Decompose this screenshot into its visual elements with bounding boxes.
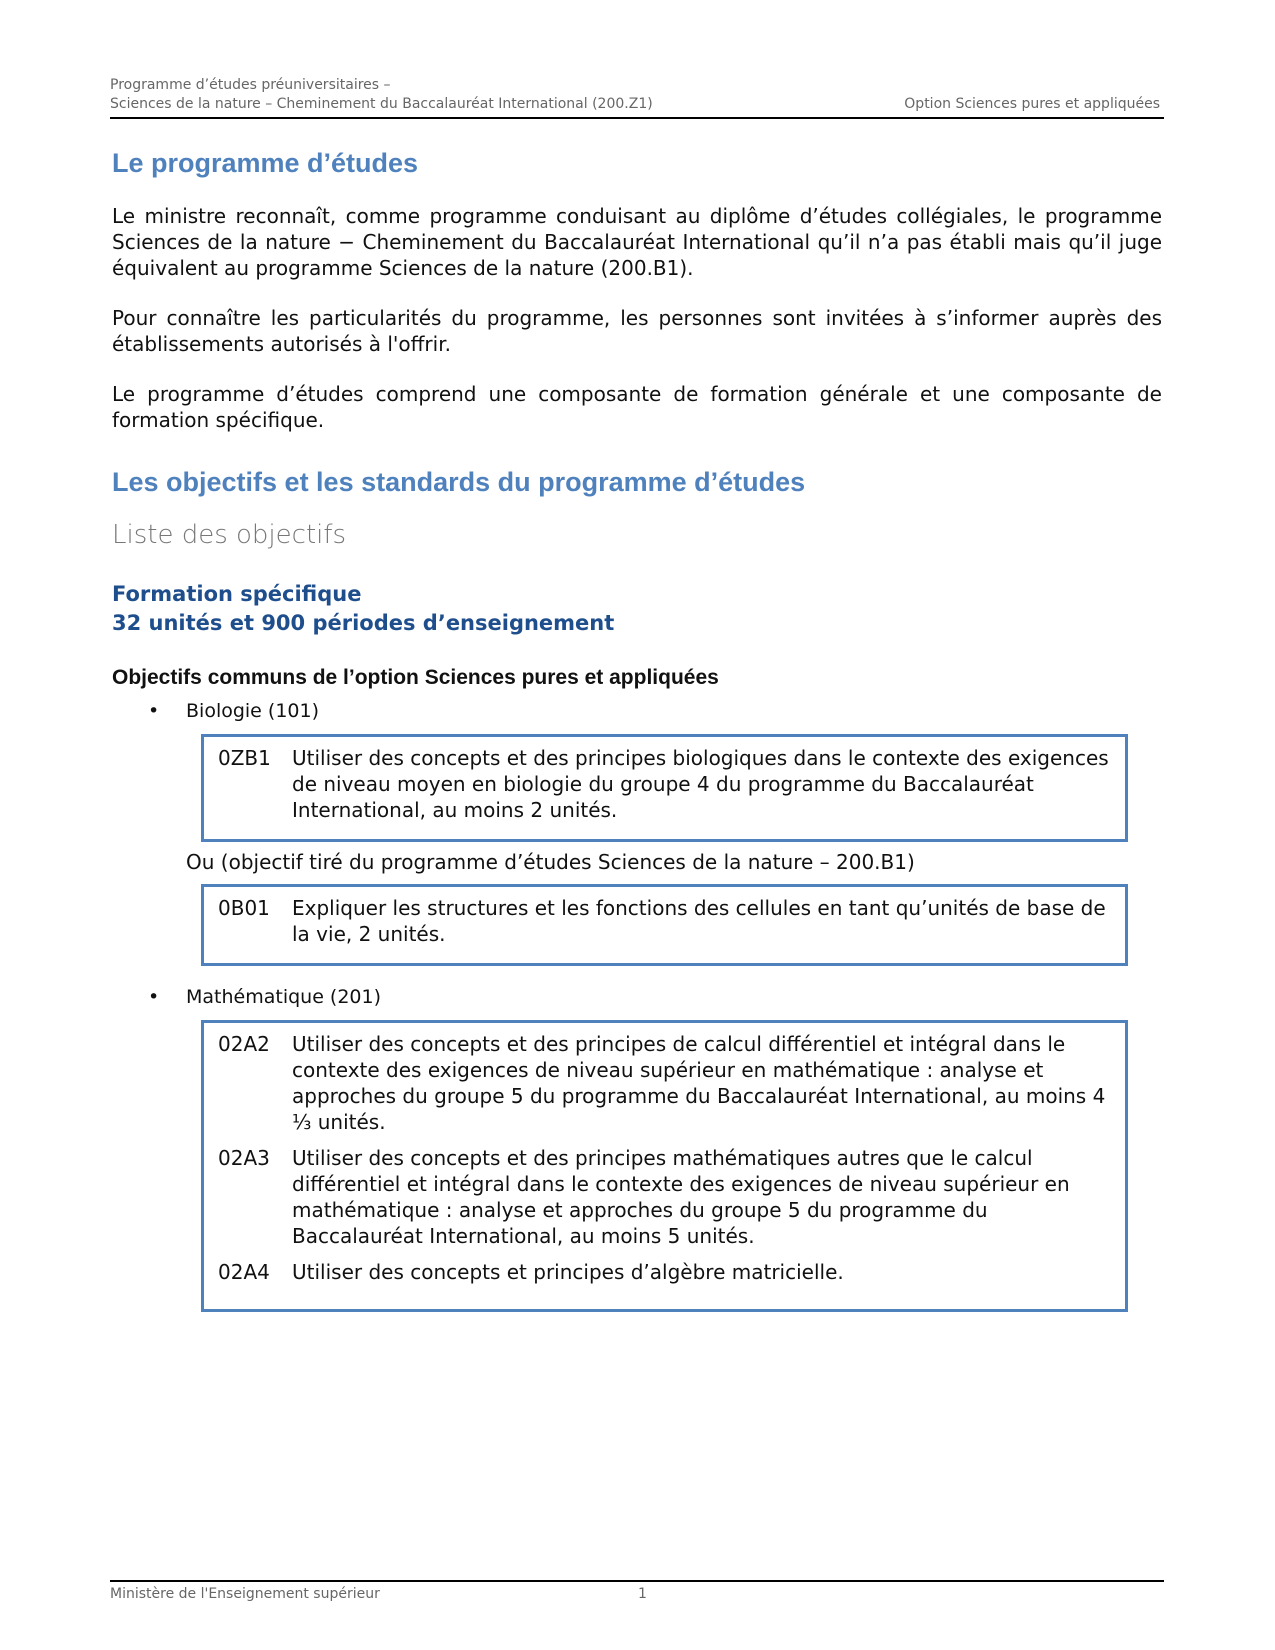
header-right: Option Sciences pures et appliquées [904,96,1160,112]
bullet-label: Biologie (101) [186,700,319,722]
footer-ministry: Ministère de l'Enseignement supérieur [110,1586,380,1602]
objective-text: Utiliser des concepts et des principes de calcul différentiel et intégral dans le contexte des exigences de niveau supérieur en mathématique : analyse et approches du groupe 5 du programme du Baccalauréat International, au moins 4 ⅓ unités. [292,1032,1106,1134]
objective [218,1259,1111,1285]
page-body [112,148,1162,1320]
objective-box [201,734,1128,842]
objective [218,895,1111,947]
alternative-note: Ou (objectif tiré du programme d’études Sciences de la nature – 200.B1) [186,850,915,874]
bullet-icon: • [148,700,160,722]
page-footer [110,1580,1164,1602]
objective [218,745,1111,823]
objective [218,1145,1111,1249]
list-item [148,986,1162,1008]
formation-heading: Formation spécifique [112,582,362,606]
objective-text: Utiliser des concepts et principes d’algèbre matricielle. [292,1260,844,1284]
paragraph: Pour connaître les particularités du programme, les personnes sont invitées à s’informer auprès des établissements autorisés à l'offrir. [112,306,1162,356]
units-heading: 32 unités et 900 périodes d’enseignement [112,611,615,635]
objective-code: 02A4 [218,1260,270,1284]
list-item [148,700,1162,722]
paragraph: Le programme d’études comprend une composante de formation générale et une composante de formation spécifique. [112,382,1162,432]
page-header [110,76,1164,119]
subtitle: Liste des objectifs [112,520,347,550]
objective-code: 02A2 [218,1032,270,1056]
section-title: Le programme d’études [112,148,419,178]
bullet-icon: • [148,986,160,1008]
bullet-label: Mathématique (201) [186,986,382,1008]
objective-box [201,884,1128,966]
header-line2: Sciences de la nature – Cheminement du Baccalauréat International (200.Z1) [110,96,653,112]
page-number: 1 [638,1586,647,1602]
objective-text: Expliquer les structures et les fonctions des cellules en tant qu’unités de base de la vie, 2 unités. [292,896,1106,946]
objective-text: Utiliser des concepts et des principes mathématiques autres que le calcul différentiel et intégral dans le contexte des exigences de niveau supérieur en mathématique : analyse et approches du groupe 5 du programme du Baccalauréat International, au moins 5 unités. [292,1146,1070,1248]
paragraph: Le ministre reconnaît, comme programme conduisant au diplôme d’études collégiales, le programme Sciences de la nature − Cheminement du Baccalauréat International qu’il n’a pas établi mais qu’il juge équivalent au programme Sciences de la nature (200.B1). [112,204,1162,280]
objective [218,1031,1111,1135]
objective-code: 02A3 [218,1146,270,1170]
common-objectives-heading: Objectifs communs de l’option Sciences pures et appliquées [112,666,719,689]
objective-text: Utiliser des concepts et des principes biologiques dans le contexte des exigences de niveau moyen en biologie du groupe 4 du programme du Baccalauréat International, au moins 2 unités. [292,746,1109,822]
section-title: Les objectifs et les standards du programme d’études [112,467,806,497]
header-line1: Programme d’études préuniversitaires – [110,77,391,93]
objective-box [201,1020,1128,1312]
objective-code: 0B01 [218,896,270,920]
objective-code: 0ZB1 [218,746,271,770]
